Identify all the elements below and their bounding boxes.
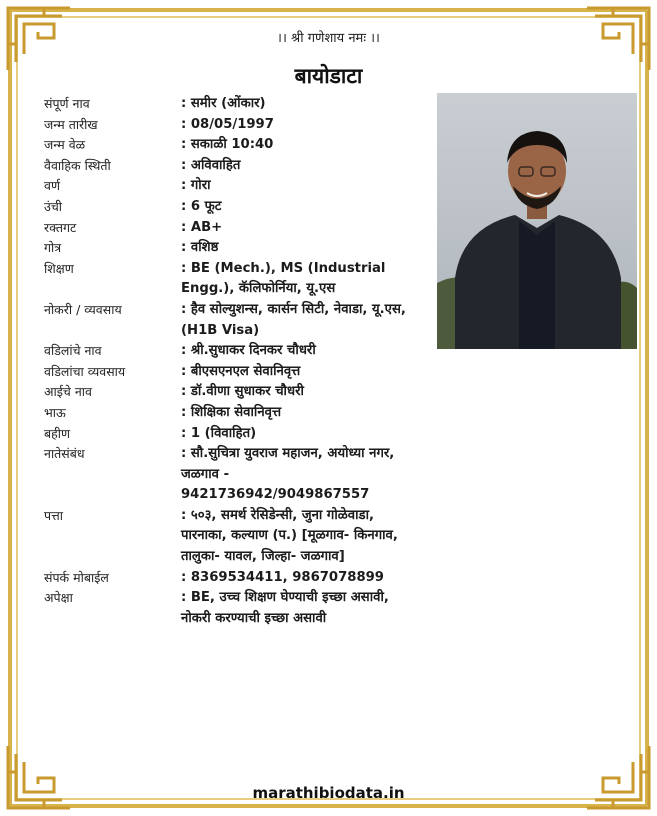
detail-row-gotra — [44, 238, 424, 259]
detail-label: गोत्र — [44, 240, 62, 256]
detail-label: उंची — [44, 198, 63, 214]
detail-row-contact-mobile — [44, 568, 424, 589]
detail-row-father-name — [44, 341, 424, 362]
detail-label: संपूर्ण नाव — [44, 96, 90, 111]
invocation-line: ।। श्री गणेशाय नमः ।। — [277, 31, 380, 46]
frame-inner-right — [639, 16, 641, 800]
detail-label: जन्म तारीख — [44, 116, 98, 132]
detail-value: : गोरा — [181, 178, 211, 194]
detail-label: बहीण — [44, 425, 71, 441]
frame-inner-left — [16, 16, 18, 800]
frame-border-top — [10, 8, 647, 12]
profile-photo — [437, 93, 637, 349]
detail-value: : डॉ.वीणा सुधाकर चौधरी — [181, 384, 304, 400]
detail-value: : BE, उच्च शिक्षण घेण्याची इच्छा असावी, नोकरी करण्याची इच्छा असावी — [181, 590, 389, 626]
detail-value: : BE (Mech.), MS (Industrial Engg.), कॅलिफोर्निया, यू.एस — [181, 260, 386, 297]
page-title: बायोडाटा — [294, 64, 363, 88]
detail-value: : वशिष्ठ — [181, 240, 219, 256]
detail-label: वर्ण — [44, 178, 60, 194]
detail-value: : 8369534411, 9867078899 — [181, 569, 384, 585]
detail-row-complexion — [44, 176, 424, 197]
detail-label: शिक्षण — [44, 260, 74, 276]
detail-value: : शिक्षिका सेवानिवृत्त — [181, 404, 282, 420]
detail-value: : श्री.सुधाकर दिनकर चौधरी — [181, 343, 316, 359]
frame-inner-top — [16, 16, 641, 18]
detail-label: वैवाहिक स्थिती — [44, 157, 111, 173]
detail-label: वडिलांचा व्यवसाय — [44, 363, 126, 379]
detail-label: अपेक्षा — [44, 590, 73, 606]
frame-border-right — [645, 10, 649, 806]
detail-row-brother — [44, 403, 424, 424]
detail-row-birth-time — [44, 135, 424, 156]
detail-label: पत्ता — [44, 507, 63, 523]
detail-value: : 1 (विवाहित) — [181, 425, 257, 441]
detail-row-relatives — [44, 444, 424, 506]
detail-value: : सौ.सुचित्रा युवराज महाजन, अयोध्या नगर, जळगाव - 9421736942/9049867557 — [181, 446, 395, 503]
details-list — [44, 94, 424, 629]
frame-border-bottom — [10, 804, 647, 808]
detail-row-mother-name — [44, 382, 424, 403]
detail-value: : ५०३, समर्थ रेसिडेन्सी, जुना गोळेवाडा, पारनाका, कल्याण (प.) [मूळगाव- किनगाव, तालुका- यावल, जिल्हा- जळगाव] — [181, 507, 398, 565]
frame-border-left — [8, 10, 12, 806]
detail-label: वडिलांचे नाव — [44, 343, 102, 359]
detail-row-sister — [44, 424, 424, 445]
detail-label: रक्तगट — [44, 219, 77, 235]
detail-value: : 08/05/1997 — [181, 116, 274, 132]
detail-value: : सकाळी 10:40 — [181, 137, 274, 153]
detail-row-height — [44, 197, 424, 218]
detail-value: : हैव सोल्युशन्स, कार्सन सिटी, नेवाडा, यू.एस, (H1B Visa) — [181, 301, 406, 338]
detail-row-occupation — [44, 300, 424, 341]
detail-label: नातेसंबंध — [44, 446, 85, 462]
detail-value: : AB+ — [181, 219, 223, 235]
detail-row-expectations — [44, 588, 424, 629]
detail-row-father-occupation — [44, 362, 424, 383]
detail-value: : बीएसएनएल सेवानिवृत्त — [181, 363, 301, 379]
detail-row-address — [44, 506, 424, 568]
detail-row-education — [44, 259, 424, 300]
detail-value: : अविवाहित — [181, 157, 241, 173]
detail-label: आईचे नाव — [44, 384, 92, 400]
detail-row-birth-date — [44, 115, 424, 136]
detail-label: नोकरी / व्यवसाय — [44, 301, 122, 317]
detail-row-blood-group — [44, 218, 424, 239]
detail-row-full-name — [44, 94, 424, 115]
detail-label: भाऊ — [44, 404, 66, 420]
footer-website: marathibiodata.in — [252, 784, 405, 802]
detail-row-marital-status — [44, 156, 424, 177]
detail-value: : समीर (ओंकार) — [181, 96, 266, 111]
detail-label: संपर्क मोबाईल — [44, 569, 109, 585]
detail-value: : 6 फूट — [181, 198, 222, 214]
detail-label: जन्म वेळ — [44, 137, 86, 153]
